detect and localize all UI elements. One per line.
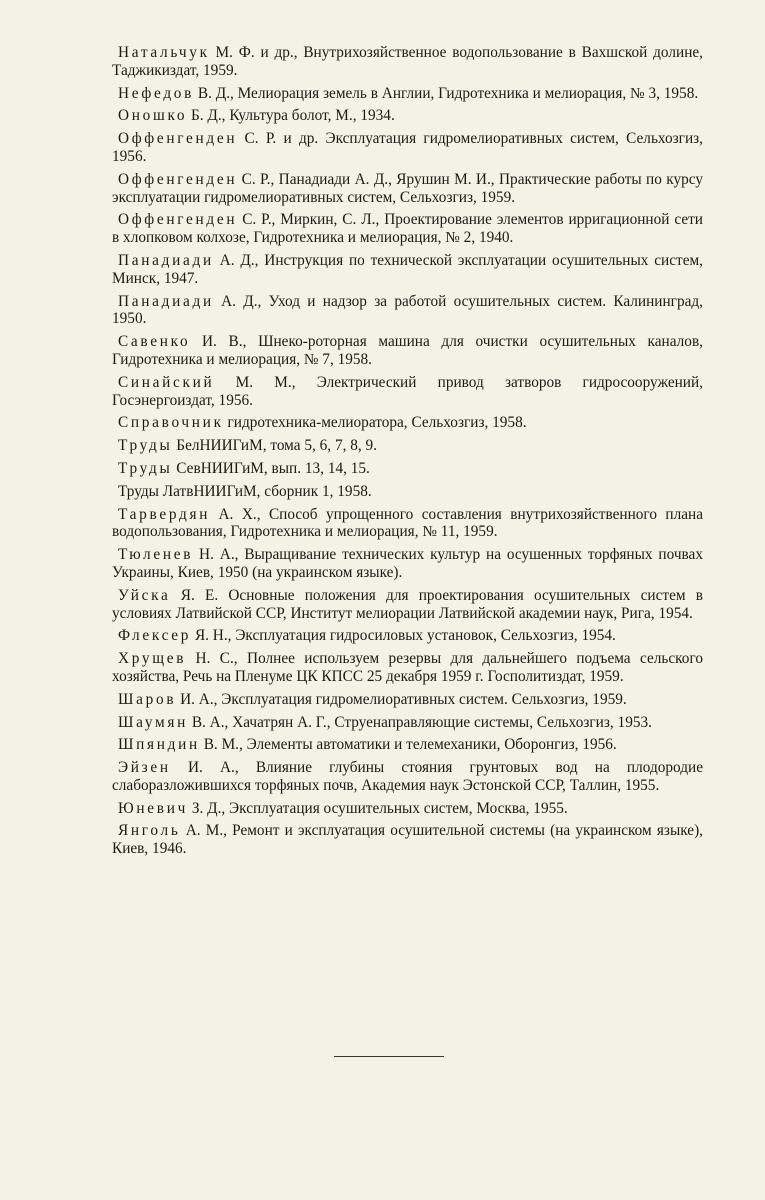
entry-text: Я. Е. Основные положения для проектирования осушительных систем в условиях Латвийской ССР, Институт мелиорации Латвийской академии наук, Рига, 1954. <box>112 586 703 622</box>
bibliography-entry <box>112 691 703 709</box>
bibliography-entry <box>112 650 703 686</box>
entry-author: Флексер <box>118 627 192 645</box>
bibliography-entry <box>112 414 703 432</box>
bibliography-entry <box>112 506 703 542</box>
entry-author: Оффенгенден <box>118 211 238 229</box>
entry-text: И. А., Влияние глубины стояния грунтовых вод на плодородие слаборазложившихся торфяных почв, Академия наук Эстонской ССР, Таллин, 1955. <box>112 759 703 794</box>
entry-text: Я. Н., Эксплуатация гидросиловых установок, Сельхозгиз, 1954. <box>191 627 616 645</box>
entry-author: Эйзен <box>118 759 171 777</box>
bibliography-entry <box>112 130 703 166</box>
entry-text: Н. С., Полнее используем резервы для дальнейшего подъема сельского хозяйства, Речь на Пленуме ЦК КПСС 25 декабря 1959 г. Госполитиздат, 1959. <box>112 650 703 685</box>
entry-author: Оффенгенден <box>118 130 238 148</box>
entry-text: С. Р. и др. Эксплуатация гидромелиоративных систем, Сельхозгиз, 1956. <box>112 130 703 165</box>
entry-text: Труды ЛатвНИИГиМ, сборник 1, 1958. <box>118 482 372 500</box>
bibliography-entry <box>112 171 703 207</box>
entry-author: Панадиади <box>118 292 214 310</box>
bibliography-entry <box>112 107 703 125</box>
entry-author: Шаумян <box>118 713 188 731</box>
entry-text: М. Ф. и др., Внутрихозяйственное водопользование в Вахшской долине, Таджикиздат, 1959. <box>112 44 703 79</box>
entry-text: З. Д., Эксплуатация осушительных систем, Москва, 1955. <box>188 799 568 817</box>
entry-text: В. М., Элементы автоматики и телемеханики, Оборонгиз, 1956. <box>199 736 617 754</box>
entry-author: Справочник <box>118 414 224 432</box>
entry-text: И. А., Эксплуатация гидромелиоративных систем. Сельхозгиз, 1959. <box>176 690 627 708</box>
bibliography-entry <box>112 736 703 754</box>
entry-author: Оношко <box>118 107 188 125</box>
bibliography-entry <box>112 85 703 103</box>
bibliography-entry <box>112 483 703 501</box>
entry-text: И. В., Шнеко-роторная машина для очистки осушительных каналов, Гидротехника и мелиорация, № 7, 1958. <box>112 333 703 368</box>
entry-text: гидротехника-мелиоратора, Сельхозгиз, 1958. <box>223 414 527 432</box>
entry-author: Труды <box>118 437 173 455</box>
bibliography-entry <box>112 627 703 645</box>
entry-author: Шаров <box>118 690 177 708</box>
bibliography-entry <box>112 211 703 247</box>
entry-text: А. Х., Способ упрощенного составления внутрихозяйственного плана водопользования, Гидротехника и мелиорация, № 11, 1959. <box>112 505 703 541</box>
entry-text: А. Д., Инструкция по технической эксплуатации осушительных систем, Минск, 1947. <box>112 251 703 287</box>
entry-text: А. М., Ремонт и эксплуатация осушительной системы (на украинском языке), Киев, 1946. <box>112 822 703 858</box>
bibliography-entry <box>112 374 703 410</box>
entry-author: Юневич <box>118 799 189 817</box>
entry-text: С. Р., Миркин, С. Л., Проектирование элементов ирригационной сети в хлопковом колхозе, Гидротехника и мелиорация, № 2, 1940. <box>112 211 703 247</box>
entry-author: Оффенгенден <box>118 170 238 188</box>
entry-text: В. А., Хачатрян А. Г., Струенаправляющие системы, Сельхозгиз, 1953. <box>188 713 652 731</box>
entry-text: М. М., Электрический привод затворов гидросооружений, Госэнергоиздат, 1956. <box>112 373 703 409</box>
entry-text: В. Д., Мелиорация земель в Англии, Гидротехника и мелиорация, № 3, 1958. <box>194 84 699 102</box>
entry-text: СевНИИГиМ, вып. 13, 14, 15. <box>172 459 370 477</box>
entry-text: Н. А., Выращивание технических культур на осушенных торфяных почвах Украины, Киев, 1950 (на украинском языке). <box>112 546 703 581</box>
closing-rule <box>334 1056 444 1057</box>
entry-author: Савенко <box>118 333 191 351</box>
bibliography-entry <box>112 333 703 369</box>
entry-text: А. Д., Уход и надзор за работой осушительных систем. Калининград, 1950. <box>112 292 703 328</box>
entry-text: С. Р., Панадиади А. Д., Ярушин М. И., Практические работы по курсу эксплуатации гидромелиоративных систем, Сельхозгиз, 1959. <box>112 170 703 206</box>
entry-author: Уйска <box>118 586 171 604</box>
entry-author: Хрущев <box>118 650 187 668</box>
bibliography-entry <box>112 460 703 478</box>
bibliography-entry <box>112 714 703 732</box>
entry-author: Синайский <box>118 373 215 391</box>
entry-author: Шпяндин <box>118 736 200 754</box>
bibliography-entry <box>112 800 703 818</box>
bibliography-entry <box>112 437 703 455</box>
entry-author: Тюленев <box>118 546 194 564</box>
entry-author: Тарвердян <box>118 505 211 523</box>
entry-author: Труды <box>118 459 173 477</box>
entry-author: Панадиади <box>118 251 214 269</box>
entry-text: БелНИИГиМ, тома 5, 6, 7, 8, 9. <box>172 437 378 455</box>
bibliography-entry <box>112 252 703 288</box>
bibliography-entry <box>112 759 703 795</box>
bibliography-entry <box>112 822 703 858</box>
entry-author: Нефедов <box>118 84 195 102</box>
bibliography-entry <box>112 587 703 623</box>
bibliography-list <box>112 44 703 858</box>
bibliography-entry <box>112 44 703 80</box>
bibliography-entry <box>112 293 703 329</box>
bibliography-entry <box>112 546 703 582</box>
entry-author: Натальчук <box>118 44 210 61</box>
entry-author: Янголь <box>118 822 181 840</box>
entry-text: Б. Д., Культура болот, М., 1934. <box>187 107 395 125</box>
